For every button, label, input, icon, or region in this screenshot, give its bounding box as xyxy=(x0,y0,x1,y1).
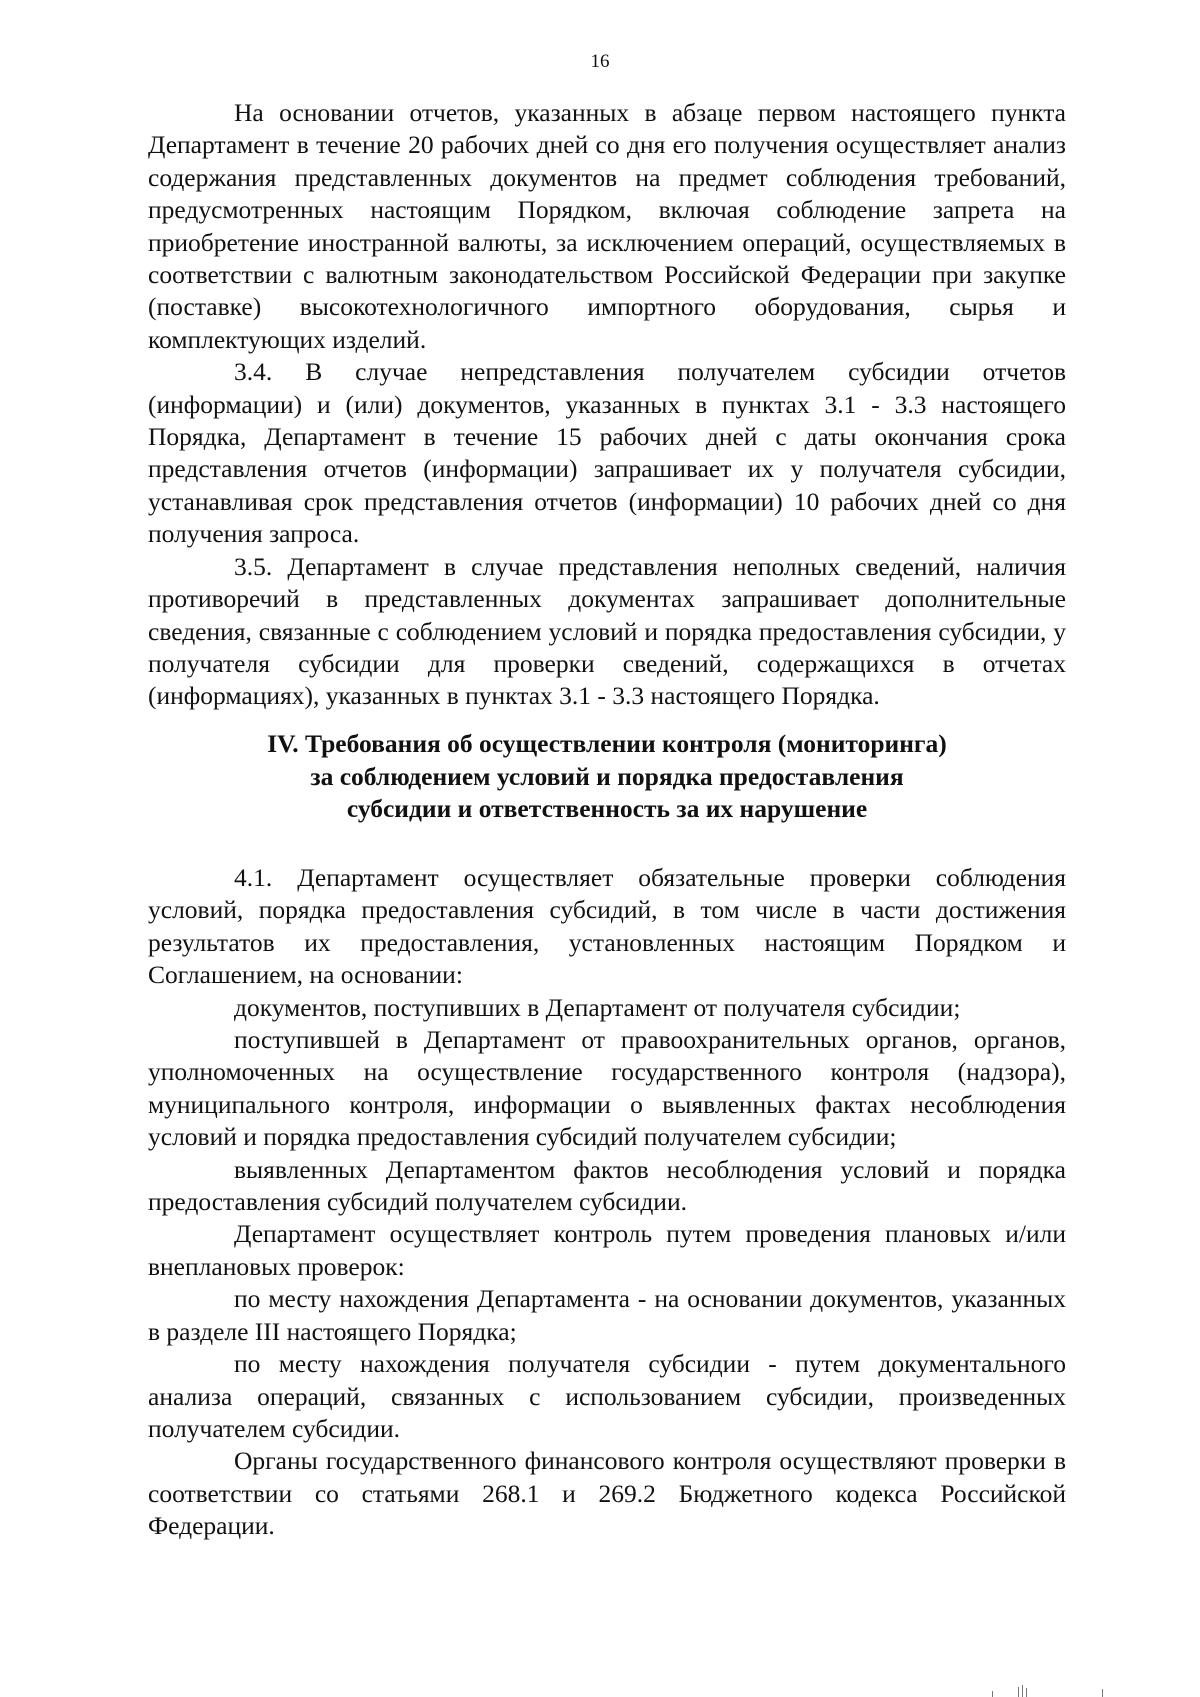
paragraph-basis-department: выявленных Департаментом фактов несоблюдения условий и порядка предоставления субсидий получателем субсидии. xyxy=(148,1154,1066,1217)
section-heading-line-2: за соблюдением условий и порядка предоставления xyxy=(310,761,904,791)
paragraph-recipient-location: по месту нахождения получателя субсидии - путем документального анализа операций, связанных с использованием субсидии, произведенных получателем субсидии. xyxy=(148,1349,1066,1443)
scan-mark xyxy=(1026,1688,1027,1697)
scan-mark xyxy=(1102,1689,1103,1697)
paragraph-3-4: 3.4. В случае непредставления получателем субсидии отчетов (информации) и (или) документов, указанных в пунктах 3.1 - 3.3 настоящего Порядка, Департамент в течение 15 рабочих дней с даты окончания срока представления отчетов (информации) запрашивает их у получателя субсидии, устанавливая срок представления отчетов (информации) 10 рабочих дней со дня получения запроса. xyxy=(148,357,1066,549)
paragraph-analysis: На основании отчетов, указанных в абзаце первом настоящего пункта Департамент в течение 20 рабочих дней со дня его получения осуществляет анализ содержания представленных документов на предмет соблюдения требований, предусмотренных настоящим Порядком, включая соблюдение запрета на приобретение иностранной валюты, за исключением операций, осуществляемых в соответствии с валютным законодательством Российской Федерации при закупке (поставке) высокотехнологичного импортного оборудования, сырья и комплектующих изделий. xyxy=(148,98,1066,354)
paragraph-department-location: по месту нахождения Департамента - на основании документов, указанных в разделе III настоящего Порядка; xyxy=(148,1284,1066,1346)
scan-mark xyxy=(992,1691,993,1697)
paragraph-4-1: 4.1. Департамент осуществляет обязательные проверки соблюдения условий, порядка предоставления субсидий, в том числе в части достижения результатов их предоставления, установленных настоящим Порядком и Соглашением, на основании: xyxy=(148,863,1066,990)
paragraph-basis-documents: документов, поступивших в Департамент от получателя субсидии; xyxy=(234,992,961,1022)
top-text-block xyxy=(148,97,1066,713)
page-number: 16 xyxy=(590,51,610,72)
section-heading xyxy=(148,728,1066,826)
section-heading-line-1: IV. Требования об осуществлении контроля (мониторинга) xyxy=(267,729,947,758)
paragraph-financial-control: Органы государственного финансового контроля осуществляют проверки в соответствии со статьями 268.1 и 269.2 Бюджетного кодекса Российской Федерации. xyxy=(148,1446,1066,1541)
scan-edge-marks xyxy=(990,1683,1110,1697)
section-heading-line-3: субсидии и ответственность за их нарушение xyxy=(346,794,868,823)
scan-mark xyxy=(1018,1687,1019,1697)
scan-mark xyxy=(1022,1685,1023,1697)
paragraph-control-method: Департамент осуществляет контроль путем проведения плановых и/или внеплановых проверок: xyxy=(148,1219,1066,1281)
paragraph-3-5: 3.5. Департамент в случае представления неполных сведений, наличия противоречий в представленных документах запрашивает дополнительные сведения, связанные с соблюдением условий и порядка предоставления субсидии, у получателя субсидии для проверки сведений, содержащихся в отчетах (информациях), указанных в пунктах 3.1 - 3.3 настоящего Порядка. xyxy=(148,551,1066,711)
paragraph-basis-authorities: поступившей в Департамент от правоохранительных органов, органов, уполномоченных на осуществление государственного контроля (надзора), муниципального контроля, информации о выявленных фактах несоблюдения условий и порядка предоставления субсидий получателем субсидии; xyxy=(148,1025,1066,1152)
bottom-text-block xyxy=(148,862,1066,1543)
